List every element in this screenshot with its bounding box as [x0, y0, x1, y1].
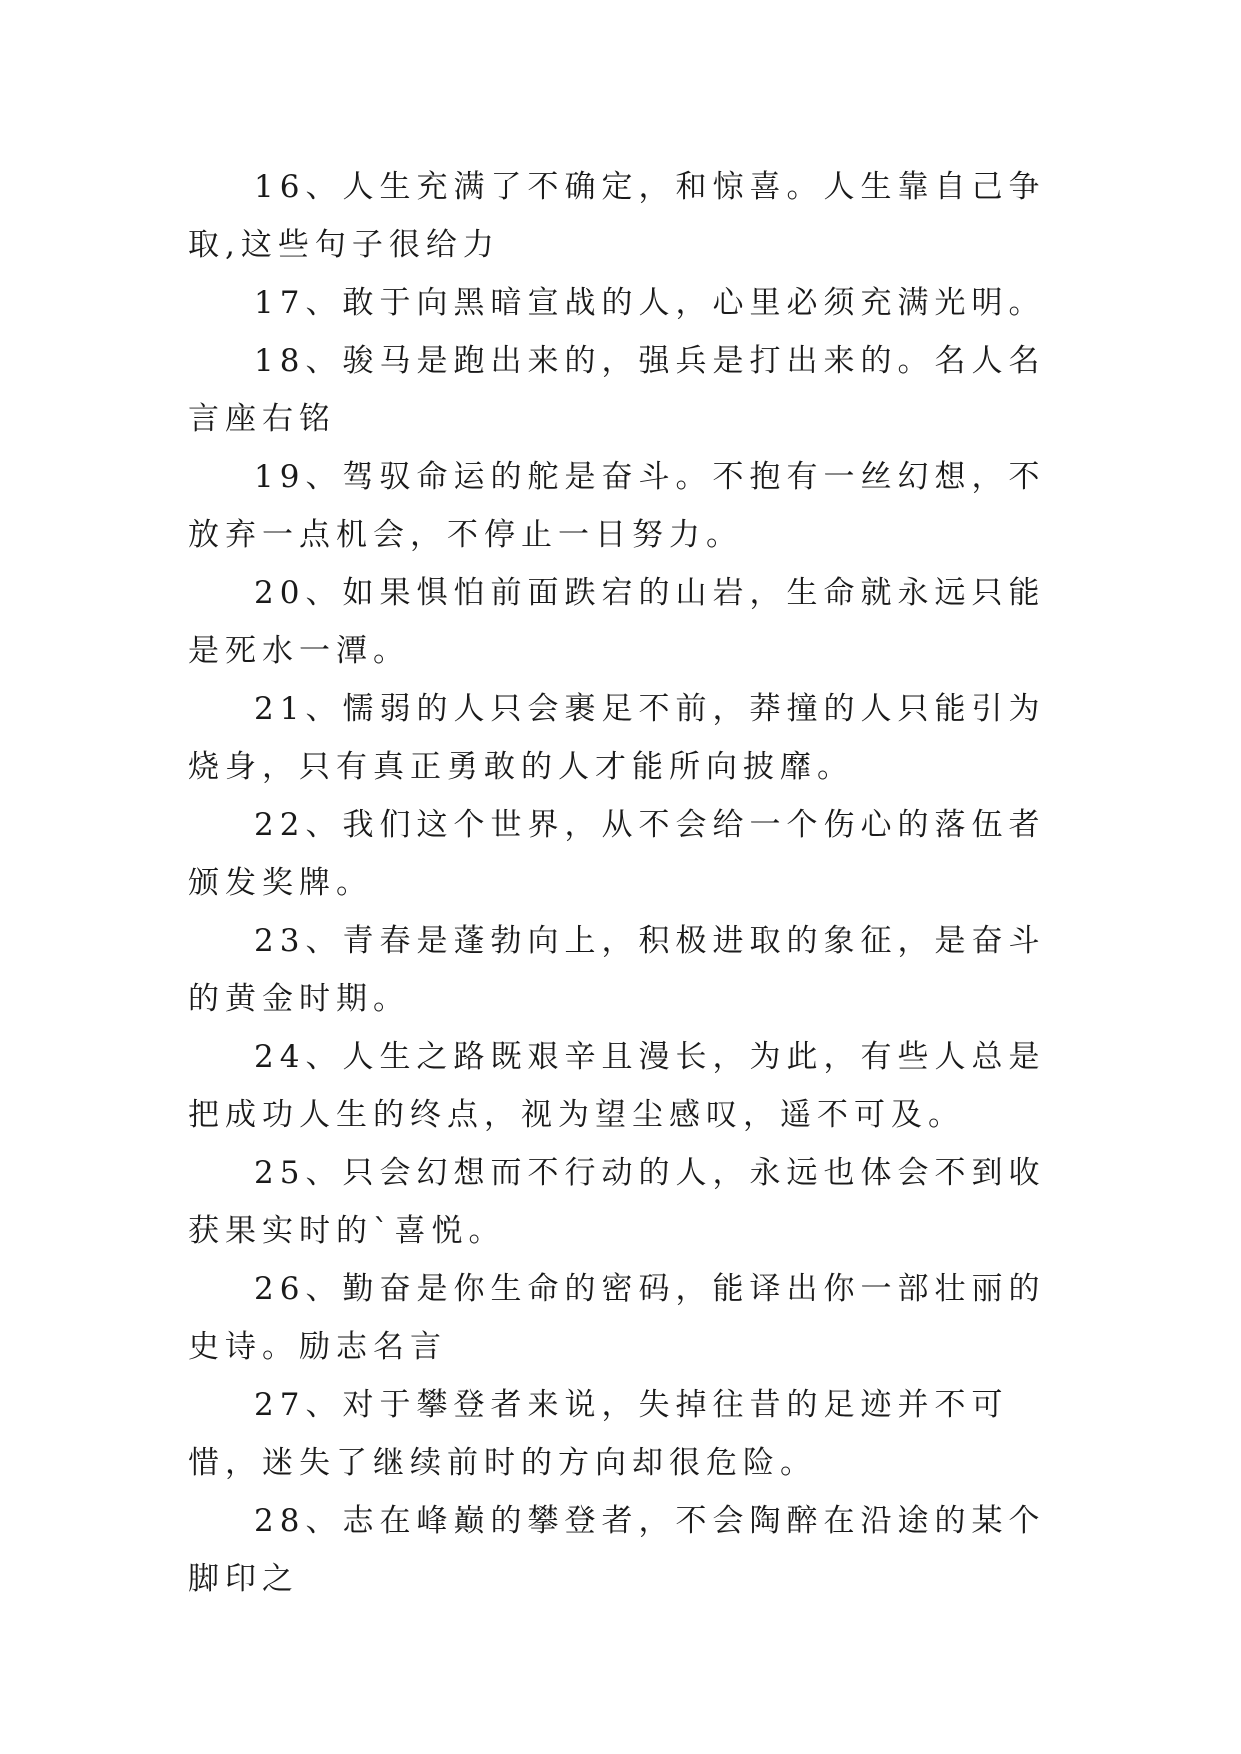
paragraph-16: 16、人生充满了不确定，和惊喜。人生靠自己争取,这些句子很给力 [188, 169, 1046, 263]
paragraph-19: 19、驾驭命运的舵是奋斗。不抱有一丝幻想，不放弃一点机会，不停止一日努力。 [188, 459, 1046, 553]
paragraph-27: 27、对于攀登者来说，失掉往昔的足迹并不可惜，迷失了继续前时的方向却很危险。 [188, 1387, 1009, 1481]
paragraph-18: 18、骏马是跑出来的，强兵是打出来的。名人名言座右铭 [188, 343, 1046, 437]
paragraph-28: 28、志在峰巅的攀登者，不会陶醉在沿途的某个脚印之 [188, 1503, 1046, 1597]
paragraph-20: 20、如果惧怕前面跌宕的山岩，生命就永远只能是死水一潭。 [188, 575, 1046, 669]
document-body [188, 158, 1048, 1608]
paragraph-17: 17、敢于向黑暗宣战的人，心里必须充满光明。 [254, 285, 1046, 321]
paragraph-23: 23、青春是蓬勃向上，积极进取的象征，是奋斗的黄金时期。 [188, 923, 1046, 1017]
paragraph-26: 26、勤奋是你生命的密码，能译出你一部壮丽的史诗。励志名言 [188, 1271, 1046, 1365]
paragraph-25: 25、只会幻想而不行动的人，永远也体会不到收获果实时的`喜悦。 [188, 1155, 1046, 1249]
paragraph-21: 21、懦弱的人只会裹足不前，莽撞的人只能引为烧身，只有真正勇敢的人才能所向披靡。 [188, 691, 1046, 785]
paragraph-22: 22、我们这个世界，从不会给一个伤心的落伍者颁发奖牌。 [188, 807, 1046, 901]
paragraph-24: 24、人生之路既艰辛且漫长，为此，有些人总是把成功人生的终点，视为望尘感叹，遥不可及。 [188, 1039, 1046, 1133]
